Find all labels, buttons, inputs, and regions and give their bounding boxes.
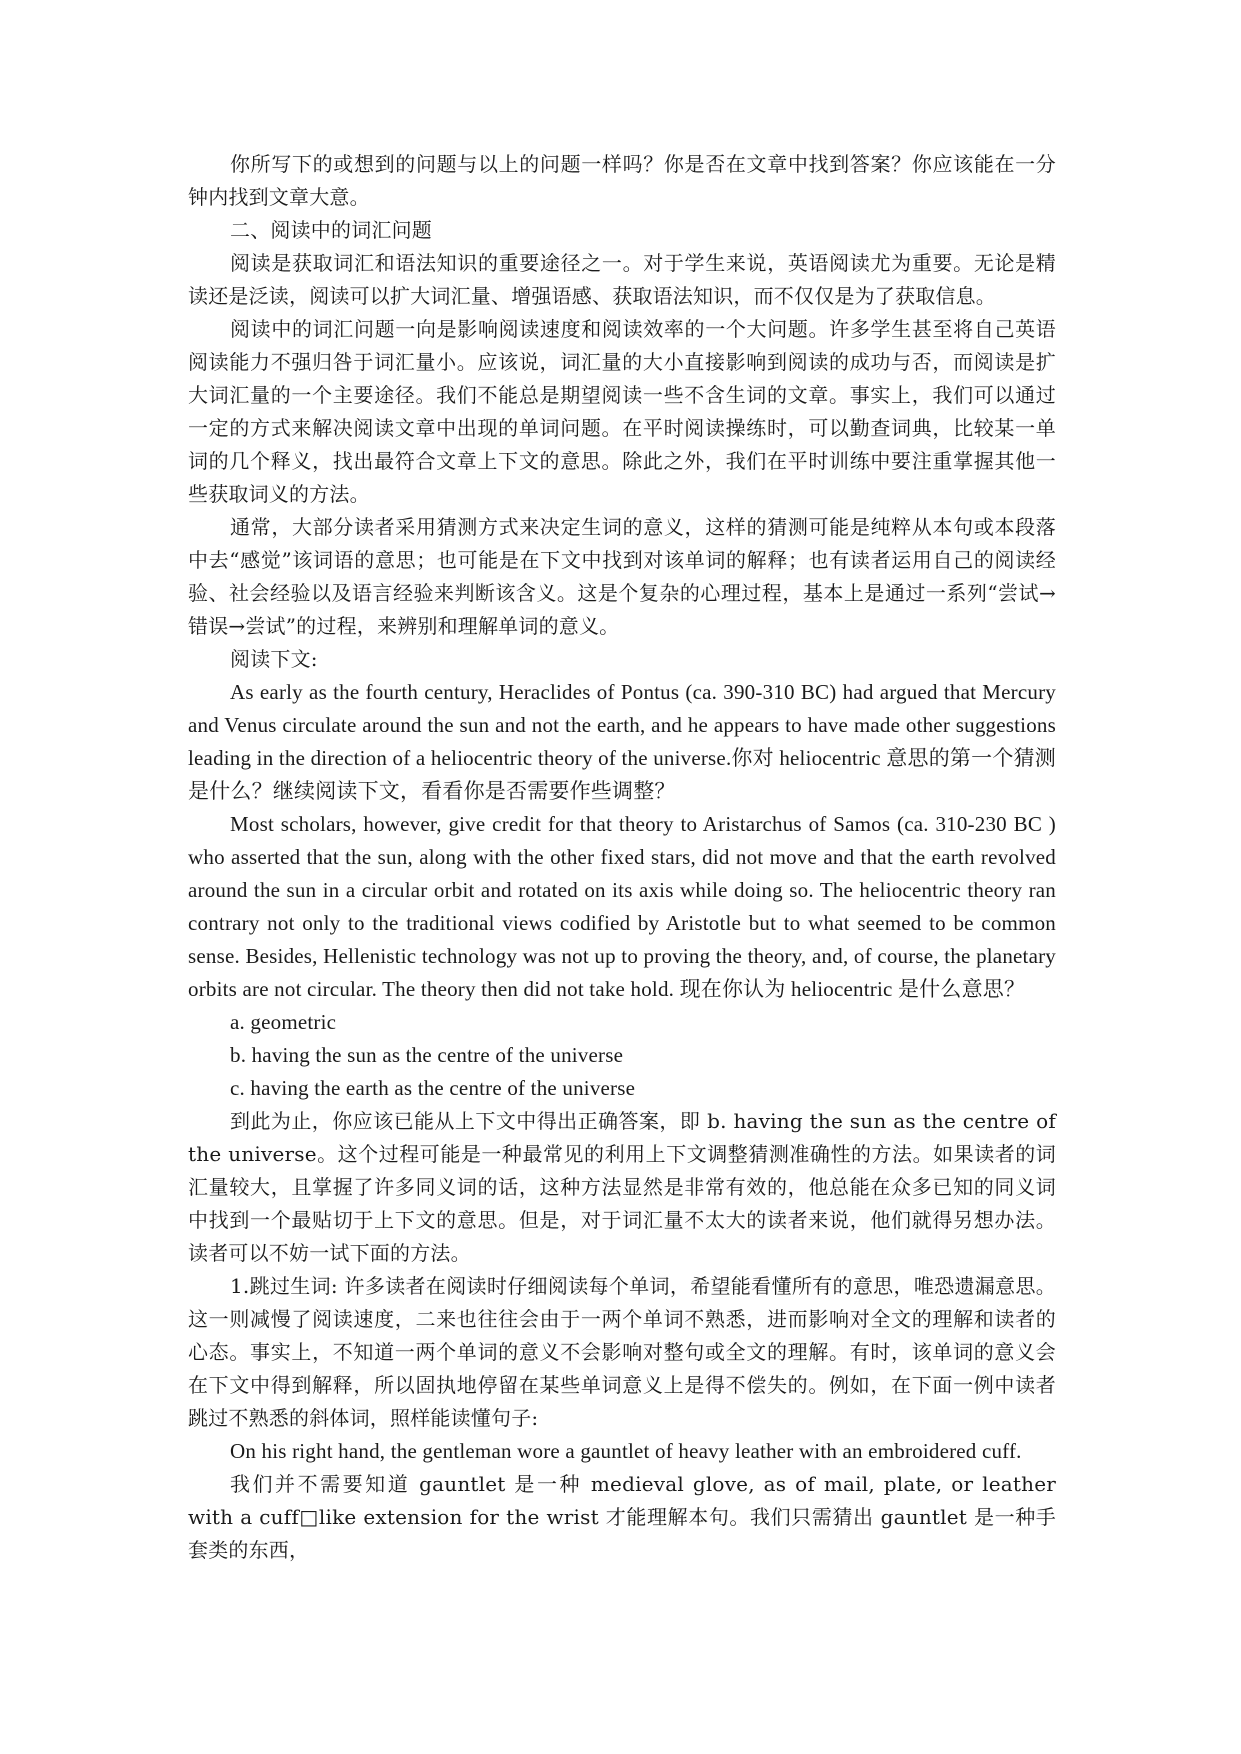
document-body [188, 148, 1056, 1567]
paragraph-heraclides: As early as the fourth century, Heraclides of Pontus (ca. 390-310 BC) had argued that Mercury and Venus circulate around the sun and not the earth, and he appears to have made other suggestions leading in the direction of a heliocentric theory of the universe.你对 heliocentric 意思的第一个猜测是什么？继续阅读下文，看看你是否需要作些调整？ [188, 680, 1056, 803]
paragraph-reading-importance: 阅读是获取词汇和语法知识的重要途径之一。对于学生来说，英语阅读尤为重要。无论是精读还是泛读，阅读可以扩大词汇量、增强语感、获取语法知识，而不仅仅是为了获取信息。 [188, 251, 1056, 308]
paragraph-aristarchus: Most scholars, however, give credit for that theory to Aristarchus of Samos (ca. 310-230 BC ) who asserted that the sun, along with the other fixed stars, did not move and that the earth revolved around the sun in a circular orbit and rotated on its axis while doing so. The heliocentric theory ran contrary not only to the traditional views codified by Aristotle but to what seemed to be common sense. Besides, Hellenistic technology was not up to proving the theory, and, of course, the planetary orbits are not circular. The theory then did not take hold. 现在你认为 heliocentric 是什么意思？ [188, 812, 1056, 1001]
paragraph-answer-explanation: 到此为止，你应该已能从上下文中得出正确答案，即 b. having the sun as the centre of the universe。这个过程可能是一种最常见的利用上下文调整猜测准确性的方法。如果读者的词汇量较大，且掌握了许多同义词的话，这种方法显然是非常有效的，他总能在众多已知的同义词中找到一个最贴切于上下文的意思。但是，对于词汇量不太大的读者来说，他们就得另想办法。读者可以不妨一试下面的方法。 [188, 1109, 1056, 1265]
paragraph-question-check: 你所写下的或想到的问题与以上的问题一样吗？你是否在文章中找到答案？你应该能在一分钟内找到文章大意。 [188, 152, 1056, 209]
option-a: a. geometric [230, 1010, 337, 1034]
paragraph-guessing-method: 通常，大部分读者采用猜测方式来决定生词的意义，这样的猜测可能是纯粹从本句或本段落中去“感觉”该词语的意思；也可能是在下文中找到对该单词的解释；也有读者运用自己的阅读经验、社会经验以及语言经验来判断该含义。这是个复杂的心理过程，基本上是通过一系列“尝试→错误→尝试”的过程，来辨别和理解单词的意义。 [188, 515, 1056, 638]
paragraph-read-following: 阅读下文: [230, 647, 318, 671]
paragraph-example-sentence: On his right hand, the gentleman wore a gauntlet of heavy leather with an embroidered cuff. [230, 1439, 1022, 1463]
option-b: b. having the sun as the centre of the universe [230, 1043, 624, 1067]
paragraph-vocabulary-problem: 阅读中的词汇问题一向是影响阅读速度和阅读效率的一个大问题。许多学生甚至将自己英语阅读能力不强归咎于词汇量小。应该说，词汇量的大小直接影响到阅读的成功与否，而阅读是扩大词汇量的一个主要途径。我们不能总是期望阅读一些不含生词的文章。事实上，我们可以通过一定的方式来解决阅读文章中出现的单词问题。在平时阅读操练时，可以勤查词典，比较某一单词的几个释义，找出最符合文章上下文的意思。除此之外，我们在平时训练中要注重掌握其他一些获取词义的方法。 [188, 317, 1056, 506]
option-c: c. having the earth as the centre of the universe [230, 1076, 636, 1100]
section-heading-vocabulary: 二、阅读中的词汇问题 [230, 218, 432, 242]
paragraph-skip-words: 1.跳过生词: 许多读者在阅读时仔细阅读每个单词，希望能看懂所有的意思，唯恐遗漏意思。这一则减慢了阅读速度，二来也往往会由于一两个单词不熟悉，进而影响对全文的理解和读者的心态。事实上，不知道一两个单词的意义不会影响对整句或全文的理解。有时，该单词的意义会在下文中得到解释，所以固执地停留在某些单词意义上是得不偿失的。例如，在下面一例中读者跳过不熟悉的斜体词，照样能读懂句子: [188, 1274, 1056, 1430]
paragraph-gauntlet-explanation: 我们并不需要知道 gauntlet 是一种 medieval glove, as of mail, plate, or leather with a cuff□like extension for the wrist 才能理解本句。我们只需猜出 gauntlet 是一种手套类的东西， [188, 1472, 1056, 1562]
